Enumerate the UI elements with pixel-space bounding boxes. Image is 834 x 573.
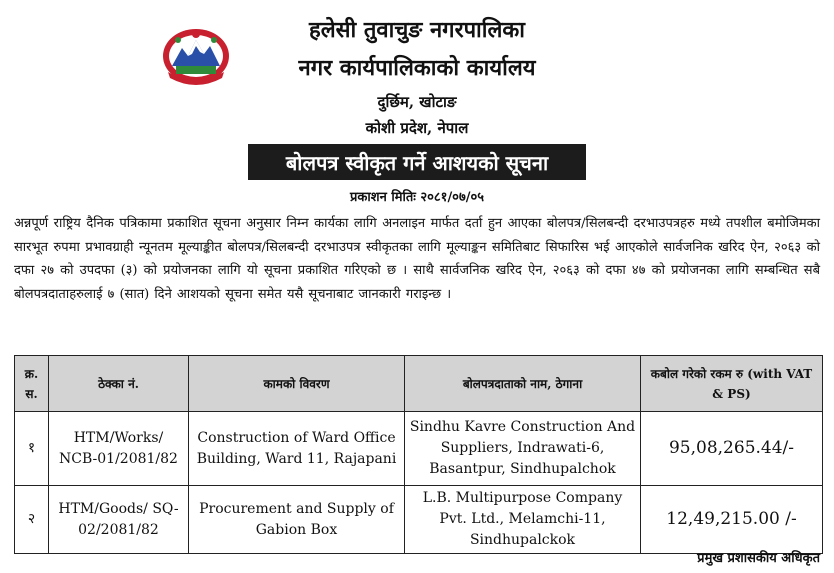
signatory-title: प्रमुख प्रशासकीय अधिकृत [697,551,820,566]
office-province: कोशी प्रदेश, नेपाल [365,119,469,137]
cell-sn: २ [15,486,49,554]
office-name: नगर कार्यपालिकाको कार्यालय [298,55,536,81]
cell-bidder: Sindhu Kavre Construction And Suppliers, Indrawati-6, Basantpur, Sindhupalchok [405,412,641,486]
cell-description: Construction of Ward Office Building, Ward 11, Rajapani [189,412,405,486]
cell-bidder: L.B. Multipurpose Company Pvt. Ltd., Melamchi-11, Sindhupalckok [405,486,641,554]
table-row [15,486,823,554]
publish-date: प्रकाशन मितिः २०८१/०७/०५ [350,190,484,205]
header-description: कामको विवरण [189,356,405,412]
cell-amount: 95,08,265.44/- [641,412,823,486]
header-contract-no: ठेक्का नं. [49,356,189,412]
notice-title: बोलपत्र स्वीकृत गर्ने आशयको सूचना [248,144,586,180]
notice-body: अन्नपूर्ण राष्ट्रिय दैनिक पत्रिकामा प्रकाशित सूचना अनुसार निम्न कार्यका लागि अनलाइन मार्फत दर्ता हुन आएका बोलपत्र/सिलबन्दी दरभाउपत्रहरु मध्ये तपशील बमोजिमका सारभूत रुपमा प्रभावग्राही न्यूनतम मूल्याङ्कीत बोलपत्र/सिलबन्दी दरभाउपत्र स्वीकृतका लागि मूल्याङ्कन समितिबाट सिफारिस भई आएकोले सार्वजनिक खरिद ऐन, २०६३ को दफा २७ को उपदफा (३) को प्रयोजनका लागि यो सूचना प्रकाशित गरिएको छ । साथै सार्वजनिक खरिद ऐन, २०६३ को दफा ४७ को प्रयोजनका लागि सम्बन्धित सबै बोलपत्रदाताहरुलाई ७ (सात) दिने आशयको सूचना समेत यसै सूचनाबाट जानकारी गराइन्छ । [14,216,820,302]
cell-sn: १ [15,412,49,486]
award-table [14,355,823,554]
office-location: दुर्छिम, खोटाङ [377,93,457,111]
header-amount: कबोल गरेको रकम रु (with VAT & PS) [641,356,823,412]
cell-amount: 12,49,215.00 /- [641,486,823,554]
cell-contract-no: HTM/Goods/ SQ-02/2081/82 [49,486,189,554]
table-header-row [15,356,823,412]
header-sn: क्र. स. [15,356,49,412]
cell-contract-no: HTM/Works/ NCB-01/2081/82 [49,412,189,486]
header-bidder: बोलपत्रदाताको नाम, ठेगाना [405,356,641,412]
table-row [15,412,823,486]
cell-description: Procurement and Supply of Gabion Box [189,486,405,554]
municipality-name: हलेसी तुवाचुङ नगरपालिका [309,17,525,43]
